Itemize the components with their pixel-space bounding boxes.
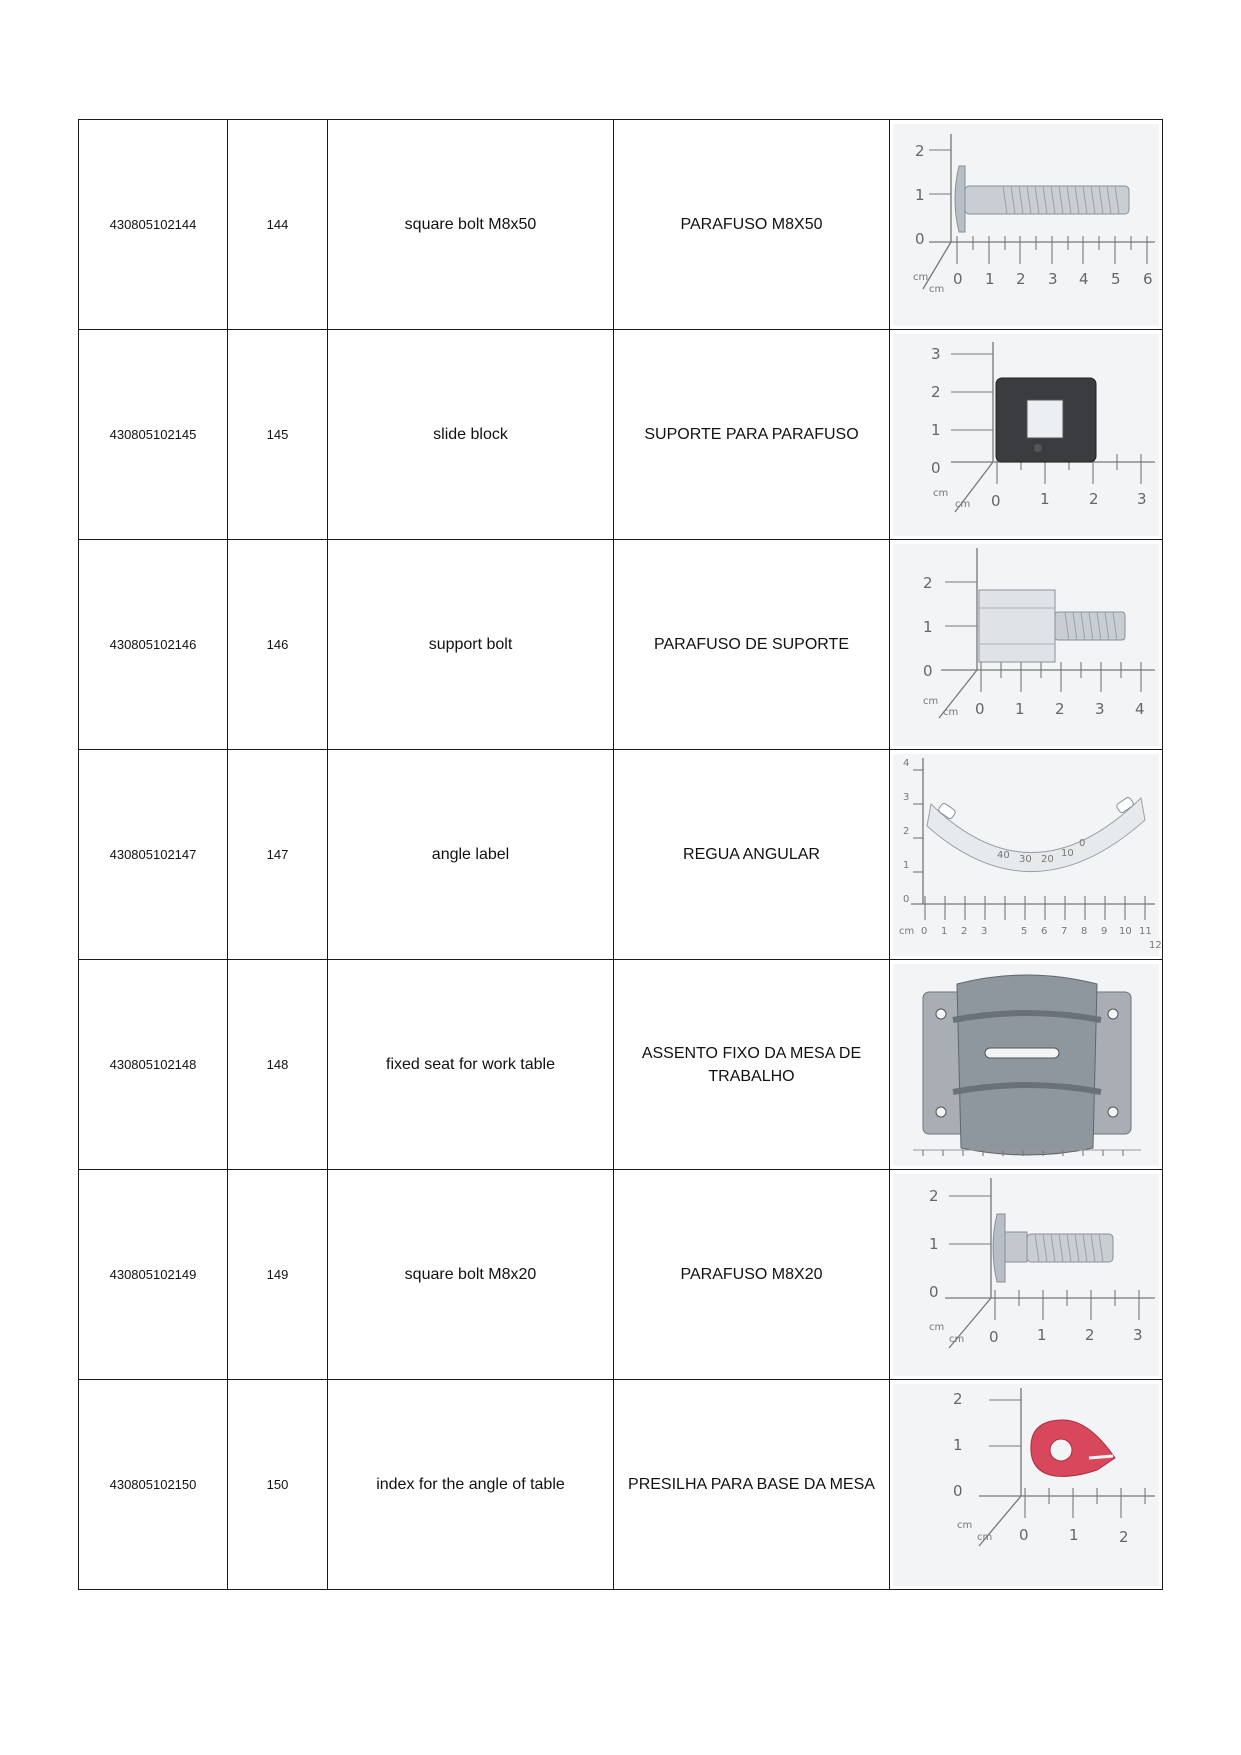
ruler-x-label: 2 xyxy=(1085,1325,1095,1344)
part-code: 430805102145 xyxy=(79,330,228,540)
ruler-y-label: 1 xyxy=(923,617,933,636)
bolt-shape xyxy=(993,1214,1113,1282)
square-bolt-m8x50-photo xyxy=(893,124,1159,326)
scale-label: 20 xyxy=(1041,853,1054,865)
ruler-y-label: 2 xyxy=(903,825,910,837)
ruler-x-label: 1 xyxy=(941,925,948,937)
ruler-x-label: 1 xyxy=(1040,489,1050,508)
unit-label: cm xyxy=(957,1519,973,1531)
parts-table xyxy=(78,119,1163,1590)
angle-label-photo xyxy=(893,754,1162,956)
ruler-y-label: 0 xyxy=(903,893,910,905)
ruler-x-label: 3 xyxy=(1133,1325,1143,1344)
ruler-x-label: 3 xyxy=(981,925,988,937)
ruler-y-label: 3 xyxy=(931,344,941,363)
position-number: 149 xyxy=(228,1170,328,1380)
unit-label: cm xyxy=(933,487,949,499)
description-pt: PRESILHA PARA BASE DA MESA xyxy=(614,1380,890,1590)
ruler-y-label: 2 xyxy=(923,573,933,592)
ruler-x-label: 0 xyxy=(975,699,985,718)
part-image-cell xyxy=(890,750,1163,960)
part-code: 430805102150 xyxy=(79,1380,228,1590)
ruler-x-label: 7 xyxy=(1061,925,1068,937)
support-bolt-photo xyxy=(893,544,1159,746)
description-pt: SUPORTE PARA PARAFUSO xyxy=(614,330,890,540)
ruler-x-label: 8 xyxy=(1081,925,1088,937)
unit-label: cm xyxy=(977,1531,993,1543)
unit-label: cm xyxy=(913,271,929,283)
ruler-y-label: 1 xyxy=(931,420,941,439)
part-image-cell xyxy=(890,120,1163,330)
ruler-x-label: 6 xyxy=(1041,925,1048,937)
unit-label: cm xyxy=(929,283,945,295)
ruler-x-label: 0 xyxy=(921,925,928,937)
part-image-cell xyxy=(890,330,1163,540)
ruler-x-label: 1 xyxy=(1015,699,1025,718)
ruler-x-label: 2 xyxy=(1119,1527,1129,1546)
ruler-y-label: 1 xyxy=(929,1234,939,1253)
ruler-y-label: 0 xyxy=(931,458,941,477)
ruler-y-label: 2 xyxy=(929,1186,939,1205)
square-bolt-m8x20-photo xyxy=(893,1174,1159,1376)
description-en: fixed seat for work table xyxy=(328,960,614,1170)
ruler-x-label: 0 xyxy=(989,1327,999,1346)
bolt-shape xyxy=(955,166,1129,232)
ruler-x-label: 11 xyxy=(1139,925,1152,937)
ruler-x-label: 12 xyxy=(1149,939,1162,951)
unit-label: cm xyxy=(929,1321,945,1333)
description-en: slide block xyxy=(328,330,614,540)
ruler-y-label: 0 xyxy=(929,1282,939,1301)
ruler-x-label: 1 xyxy=(1069,1525,1079,1544)
description-en: angle label xyxy=(328,750,614,960)
scale-label: 40 xyxy=(997,849,1010,861)
description-en: support bolt xyxy=(328,540,614,750)
table-row xyxy=(79,1380,1163,1590)
ruler-x-label: 10 xyxy=(1119,925,1132,937)
position-number: 150 xyxy=(228,1380,328,1590)
table-row xyxy=(79,330,1163,540)
slide-block-shape xyxy=(996,378,1096,462)
description-pt: PARAFUSO DE SUPORTE xyxy=(614,540,890,750)
unit-label: cm xyxy=(943,706,959,718)
ruler-x-label: 0 xyxy=(953,269,963,288)
unit-label: cm xyxy=(923,695,939,707)
ruler-y-label: 0 xyxy=(915,229,925,248)
part-code: 430805102144 xyxy=(79,120,228,330)
position-number: 146 xyxy=(228,540,328,750)
position-number: 148 xyxy=(228,960,328,1170)
part-image-cell xyxy=(890,960,1163,1170)
description-en: square bolt M8x50 xyxy=(328,120,614,330)
unit-label: cm xyxy=(955,498,971,510)
ruler-y-label: 1 xyxy=(903,859,910,871)
table-row xyxy=(79,120,1163,330)
angle-scale-shape xyxy=(927,796,1145,871)
ruler-x-label: 3 xyxy=(1048,269,1058,288)
ruler-x-label: 2 xyxy=(1055,699,1065,718)
ruler-y-label: 1 xyxy=(953,1435,963,1454)
description-pt: PARAFUSO M8X20 xyxy=(614,1170,890,1380)
part-code: 430805102149 xyxy=(79,1170,228,1380)
unit-label: cm xyxy=(899,925,915,937)
scale-label: 10 xyxy=(1061,847,1074,859)
ruler-x-label: 2 xyxy=(1089,489,1099,508)
scale-label: 30 xyxy=(1019,853,1032,865)
ruler-x-label: 4 xyxy=(1079,269,1089,288)
ruler-y-label: 3 xyxy=(903,791,910,803)
part-code: 430805102148 xyxy=(79,960,228,1170)
description-en: square bolt M8x20 xyxy=(328,1170,614,1380)
ruler-x-label: 1 xyxy=(985,269,995,288)
ruler-y-label: 0 xyxy=(953,1481,963,1500)
position-number: 144 xyxy=(228,120,328,330)
ruler-x-label: 3 xyxy=(1095,699,1105,718)
part-image-cell xyxy=(890,1380,1163,1590)
clip-shape xyxy=(1031,1420,1115,1476)
description-pt: PARAFUSO M8X50 xyxy=(614,120,890,330)
ruler-x-label: 0 xyxy=(1019,1525,1029,1544)
part-code: 430805102146 xyxy=(79,540,228,750)
ruler-x-label: 1 xyxy=(1037,1325,1047,1344)
ruler-x-label: 9 xyxy=(1101,925,1108,937)
position-number: 145 xyxy=(228,330,328,540)
support-bolt-shape xyxy=(979,590,1125,662)
ruler-x-label: 5 xyxy=(1111,269,1121,288)
ruler-y-label: 2 xyxy=(931,382,941,401)
ruler-x-label: 0 xyxy=(991,491,1001,510)
description-pt: REGUA ANGULAR xyxy=(614,750,890,960)
part-image-cell xyxy=(890,1170,1163,1380)
slide-block-photo xyxy=(893,334,1159,536)
description-pt: ASSENTO FIXO DA MESA DE TRABALHO xyxy=(614,960,890,1170)
ruler-x-label: 2 xyxy=(961,925,968,937)
part-image-cell xyxy=(890,540,1163,750)
part-code: 430805102147 xyxy=(79,750,228,960)
unit-label: cm xyxy=(949,1333,965,1345)
fixed-seat-photo xyxy=(893,964,1159,1166)
ruler-x-label: 3 xyxy=(1137,489,1147,508)
ruler-y-label: 4 xyxy=(903,757,910,769)
ruler-x-label: 2 xyxy=(1016,269,1026,288)
table-row xyxy=(79,960,1163,1170)
ruler-x-label: 6 xyxy=(1143,269,1153,288)
ruler-x-label: 5 xyxy=(1021,925,1028,937)
ruler-y-label: 2 xyxy=(953,1389,963,1408)
ruler-y-label: 1 xyxy=(915,185,925,204)
index-clip-photo xyxy=(893,1384,1159,1586)
ruler-y-label: 0 xyxy=(923,661,933,680)
position-number: 147 xyxy=(228,750,328,960)
description-en: index for the angle of table xyxy=(328,1380,614,1590)
ruler-x-label: 4 xyxy=(1135,699,1145,718)
ruler-y-label: 2 xyxy=(915,141,925,160)
table-row xyxy=(79,750,1163,960)
scale-label: 0 xyxy=(1079,837,1086,849)
table-row xyxy=(79,540,1163,750)
table-row xyxy=(79,1170,1163,1380)
